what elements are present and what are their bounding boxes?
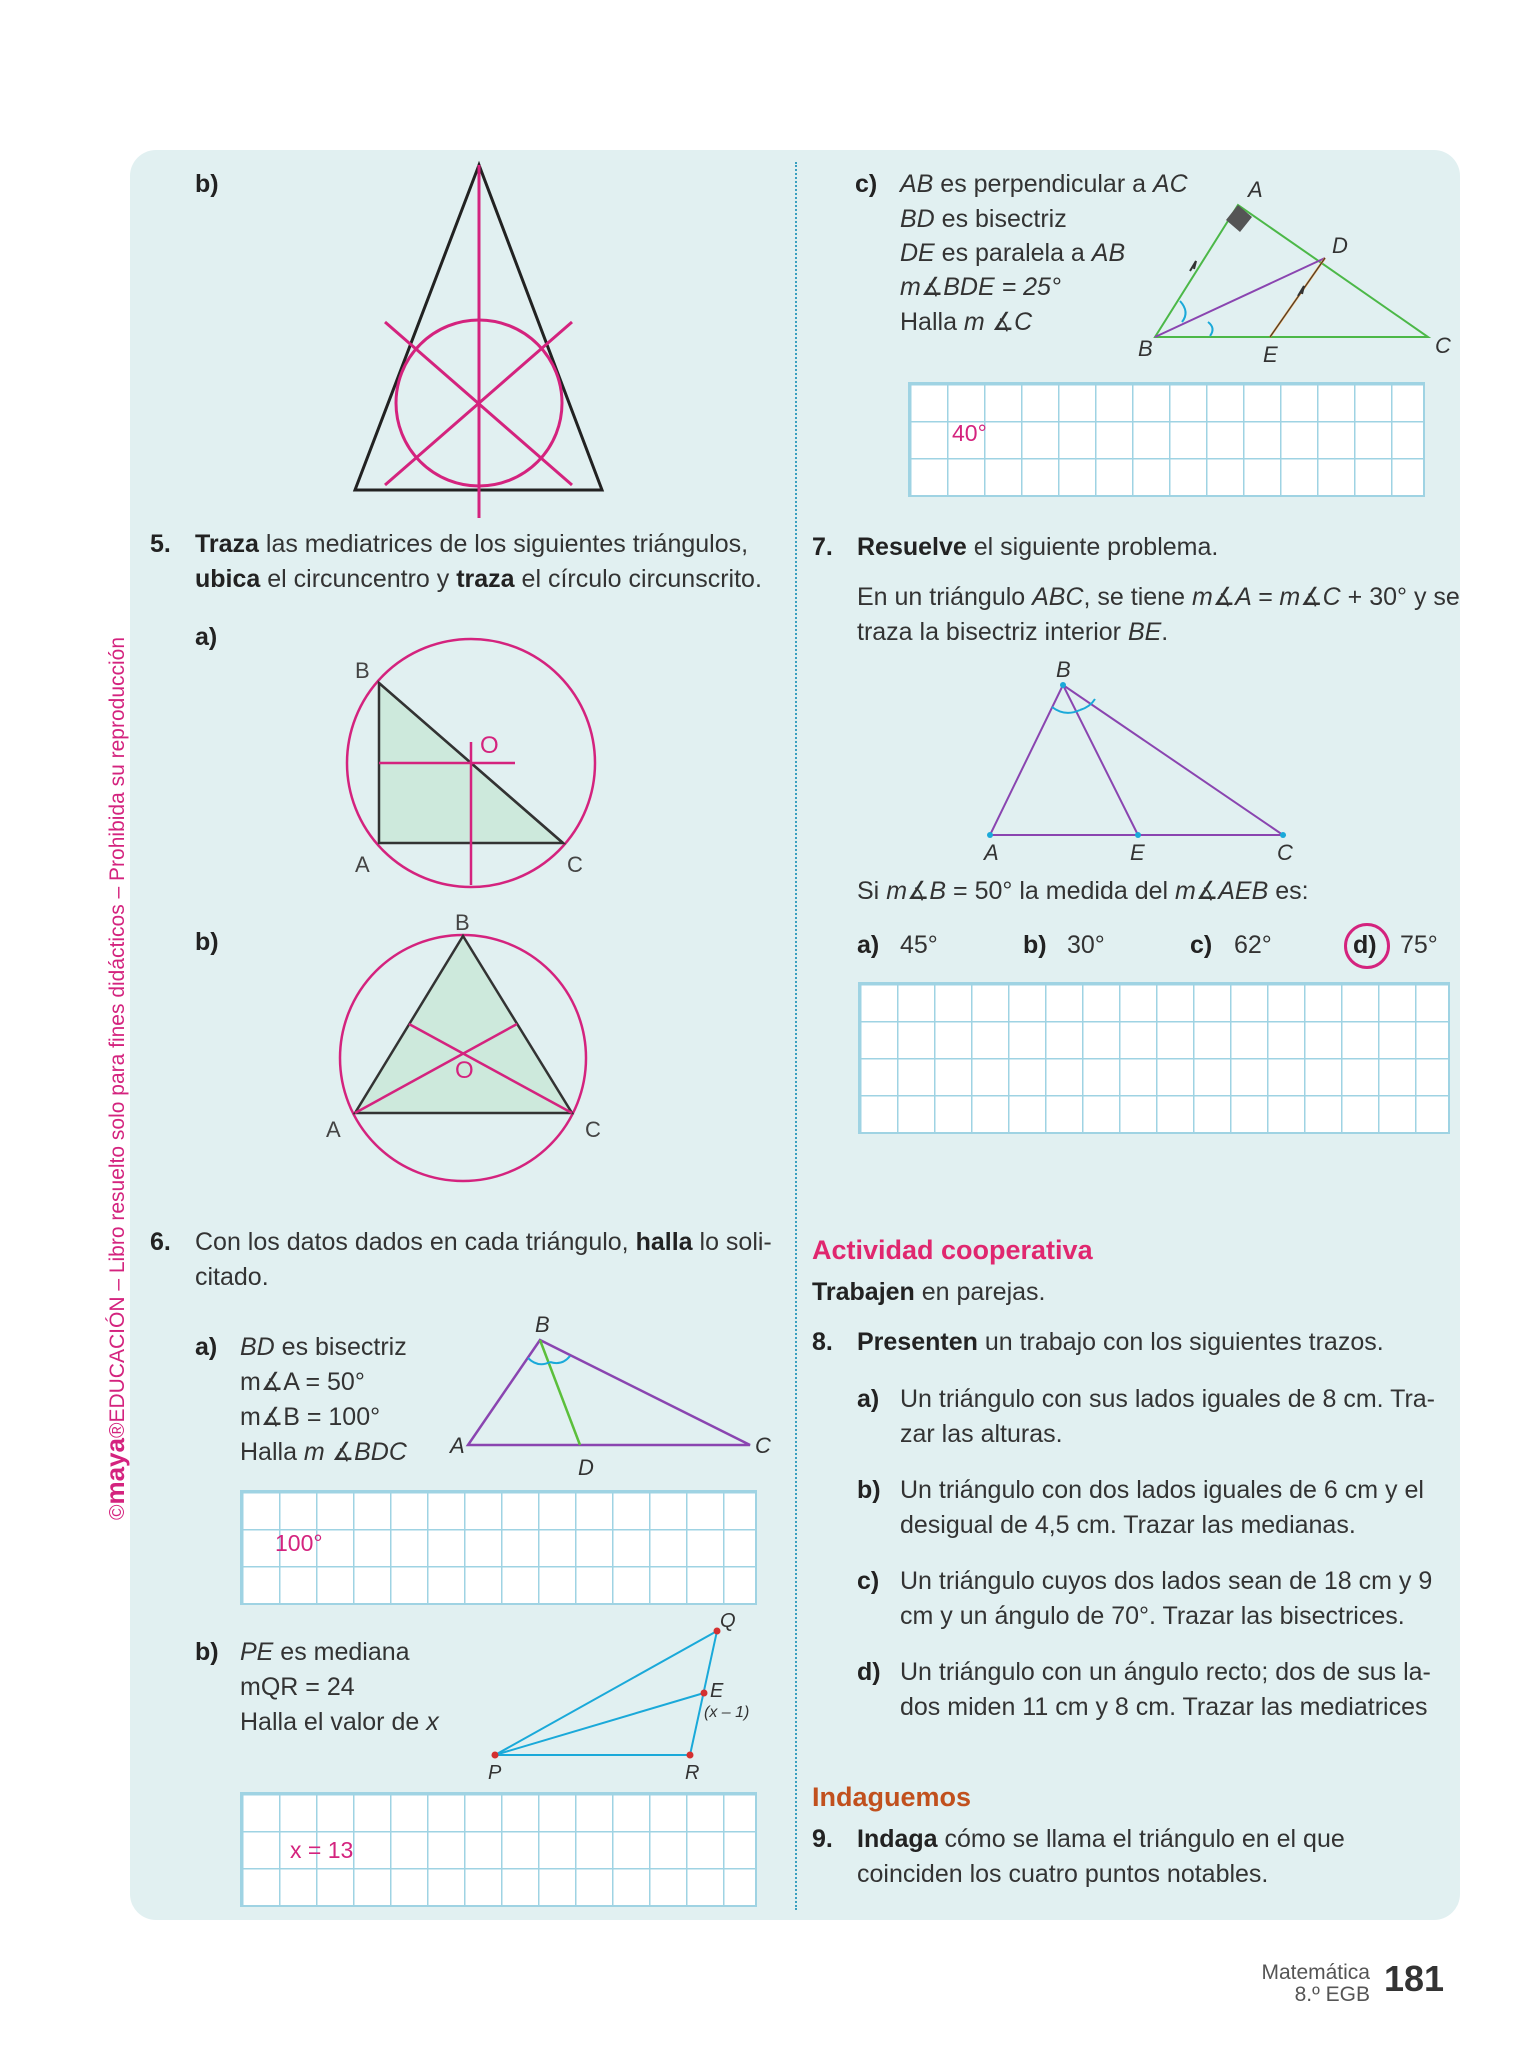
figA-vertex-A: A (355, 852, 370, 877)
footer-grade: 8.º EGB (1294, 1983, 1370, 2006)
q7-line2: En un triángulo ABC, se tiene m∡A = m∡C + 30° y se (857, 583, 1460, 611)
q5-line1: Traza las mediatrices de los siguientes triángulos, (195, 530, 749, 558)
q6a-line2: m∡A = 50° (240, 1368, 365, 1396)
q7-option-b-value[interactable]: 30° (1067, 931, 1105, 959)
q6b-answer: x = 13 (290, 1837, 354, 1863)
figB-center-O: O (455, 1057, 474, 1084)
q6c-line1: AB es perpendicular a AC (900, 170, 1188, 198)
page-number: 181 (1384, 1958, 1445, 1999)
figB-vertex-A: A (326, 1117, 341, 1142)
q8b-line2: desigual de 4,5 cm. Trazar las medianas. (900, 1511, 1356, 1539)
q6a-line4: Halla m ∡BDC (240, 1438, 407, 1466)
q6b-label: b) (195, 1638, 219, 1666)
q7-vertex-A: A (984, 840, 999, 865)
registered-symbol: ® (106, 1422, 129, 1439)
q6a-vertex-A: A (450, 1433, 465, 1458)
q6c-vertex-A: A (1248, 177, 1263, 202)
q6c-line5: Halla m ∡C (900, 308, 1033, 336)
q6c-line2: BD es bisectriz (900, 205, 1067, 233)
q7-triangle-figure (970, 655, 1310, 865)
q6b-line2: mQR = 24 (240, 1673, 355, 1701)
q8c-line2: cm y un ángulo de 70°. Trazar las bisectrices. (900, 1602, 1405, 1630)
q8a-line1: Un triángulo con sus lados iguales de 8 cm. Tra- (900, 1385, 1435, 1413)
q6b-line3: Halla el valor de x (240, 1708, 439, 1736)
q6a-line1: BD es bisectriz (240, 1333, 407, 1361)
q8c-label: c) (857, 1567, 880, 1595)
figA-vertex-B: B (355, 658, 370, 683)
q7-question: Si m∡B = 50° la medida del m∡AEB es: (857, 877, 1309, 905)
q6b-vertex-Q: Q (720, 1610, 736, 1632)
figA-center-O: O (480, 732, 499, 759)
perpendicular-triangle-figure (1130, 170, 1470, 370)
right-triangle-circumcircle-figure (340, 650, 620, 900)
q6c-line3: DE es paralela a AB (900, 239, 1126, 267)
q7-point-E: E (1130, 840, 1145, 865)
q6a-answer: 100° (275, 1530, 323, 1556)
column-divider (795, 162, 797, 1910)
q7-vertex-C: C (1277, 840, 1293, 865)
q6a-label: a) (195, 1333, 218, 1361)
coop-intro: Trabajen en parejas. (812, 1278, 1046, 1306)
q6a-line3: m∡B = 100° (240, 1403, 381, 1431)
figA-vertex-C: C (567, 852, 583, 877)
q6a-vertex-B: B (535, 1312, 550, 1337)
q7-option-d-label[interactable]: d) (1353, 931, 1377, 959)
q6c-vertex-C: C (1435, 333, 1451, 358)
q7-option-d-value[interactable]: 75° (1400, 931, 1438, 959)
q9-line2: coinciden los cuatro puntos notables. (857, 1860, 1269, 1888)
bisector-triangle-figure (450, 1312, 780, 1480)
q6-line1: Con los datos dados en cada triángulo, halla lo soli- (195, 1228, 772, 1256)
copyright-side-note (100, 637, 131, 1520)
q6c-vertex-B: B (1138, 336, 1153, 361)
q5-line2: ubica el circuncentro y traza el círculo circunscrito. (195, 565, 762, 593)
q6-line2: citado. (195, 1263, 269, 1291)
q8b-label: b) (857, 1476, 881, 1504)
q7-line3: traza la bisectriz interior BE. (857, 618, 1169, 646)
q8d-label: d) (857, 1658, 881, 1686)
q6a-point-D: D (578, 1455, 594, 1480)
q5a-label: a) (195, 623, 218, 651)
q6b-vertex-R: R (685, 1762, 700, 1784)
q8-number: 8. (812, 1328, 833, 1356)
q7-line1: Resuelve el siguiente problema. (857, 533, 1219, 561)
q7-vertex-B: B (1056, 657, 1071, 682)
q6a-vertex-C: C (755, 1433, 771, 1458)
copyright-symbol: © (106, 1504, 129, 1520)
q6b-segment-label: (x – 1) (704, 1704, 750, 1721)
q6-number: 6. (150, 1228, 171, 1256)
acute-triangle-circumcircle-figure (320, 910, 620, 1160)
q7-option-b-label[interactable]: b) (1023, 931, 1047, 959)
coop-title: Actividad cooperativa (812, 1235, 1093, 1265)
q6c-point-D: D (1332, 233, 1348, 258)
median-triangle-figure (480, 1610, 780, 1785)
q8c-line1: Un triángulo cuyos dos lados sean de 18 cm y 9 (900, 1567, 1433, 1595)
side-note-text: EDUCACIÓN – Libro resuelto solo para fines didácticos – Prohibida su reproducción (106, 636, 129, 1423)
q6b-vertex-P: P (488, 1762, 502, 1784)
q8d-line1: Un triángulo con un ángulo recto; dos de sus la- (900, 1658, 1431, 1686)
q6c-point-E: E (1263, 342, 1278, 367)
q9-line1: Indaga cómo se llama el triángulo en el que (857, 1825, 1345, 1853)
q7-option-a-label[interactable]: a) (857, 931, 880, 959)
q5b-label: b) (195, 928, 219, 956)
q7-option-a-value[interactable]: 45° (900, 931, 938, 959)
q8a-label: a) (857, 1385, 880, 1413)
q8a-line2: zar las alturas. (900, 1420, 1063, 1448)
q7-option-c-value[interactable]: 62° (1234, 931, 1272, 959)
q6b-point-E: E (710, 1680, 724, 1702)
indag-title: Indaguemos (812, 1782, 972, 1812)
figB-vertex-C: C (585, 1117, 601, 1142)
footer-subject: Matemática (1261, 1961, 1370, 1984)
q6c-line4: m∡BDE = 25° (900, 273, 1061, 301)
q6c-answer: 40° (952, 420, 987, 446)
q9-number: 9. (812, 1825, 833, 1853)
brand-name: maya (100, 1438, 130, 1505)
q4b-label: b) (195, 170, 219, 198)
q8b-line1: Un triángulo con dos lados iguales de 6 cm y el (900, 1476, 1424, 1504)
q6c-label: c) (855, 170, 878, 198)
figB-vertex-B: B (455, 910, 470, 935)
answer-grid-7 (858, 982, 1450, 1134)
q5-number: 5. (150, 530, 171, 558)
incircle-triangle-figure (350, 160, 620, 520)
q8d-line2: dos miden 11 cm y 8 cm. Trazar las mediatrices (900, 1693, 1428, 1721)
q6b-line1: PE es mediana (240, 1638, 410, 1666)
q8-line: Presenten un trabajo con los siguientes trazos. (857, 1328, 1384, 1356)
q7-number: 7. (812, 533, 833, 561)
q7-option-c-label[interactable]: c) (1190, 931, 1213, 959)
